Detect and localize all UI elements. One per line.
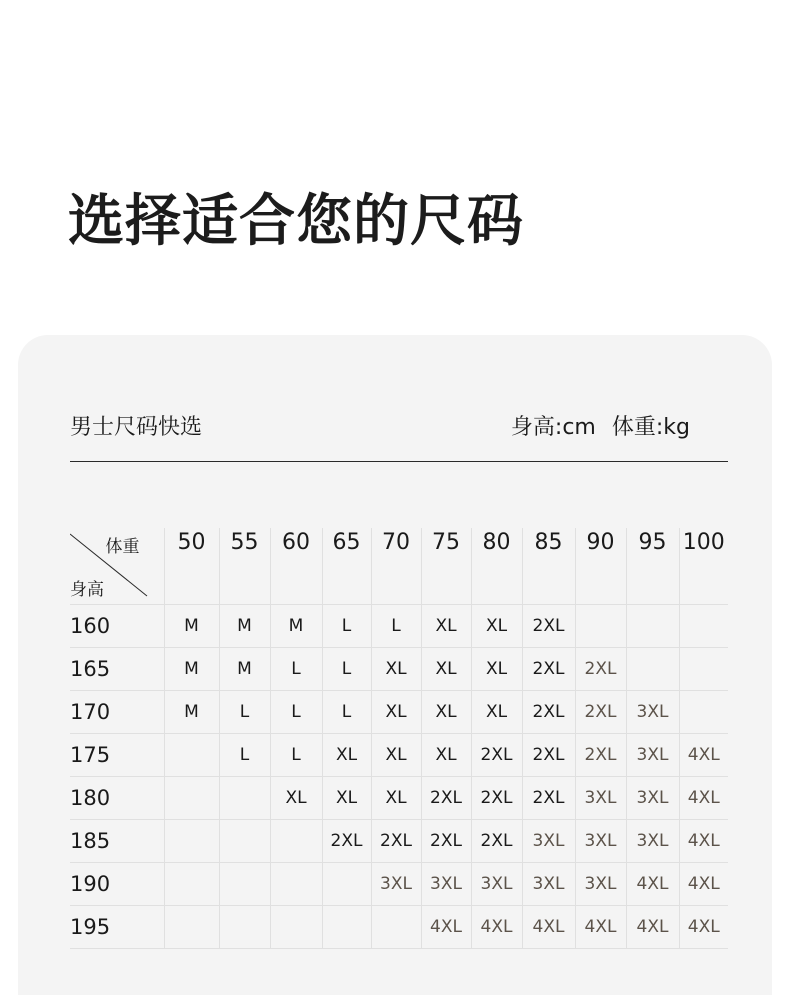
- size-cell: [679, 691, 728, 734]
- table-row: [70, 734, 728, 777]
- size-cell: XL: [421, 691, 471, 734]
- size-cell: [164, 906, 219, 949]
- size-cell: 2XL: [522, 648, 575, 691]
- table-row: [70, 605, 728, 648]
- size-cell: L: [322, 648, 371, 691]
- weight-header: 95: [626, 528, 679, 605]
- card-title: 男士尺码快选: [70, 415, 203, 440]
- units-legend: [511, 407, 690, 449]
- table-row: [70, 648, 728, 691]
- size-cell: [626, 648, 679, 691]
- size-cell: 3XL: [575, 863, 626, 906]
- size-cell: 4XL: [522, 906, 575, 949]
- table-row: [70, 906, 728, 949]
- size-cell: [626, 605, 679, 648]
- size-cell: XL: [371, 777, 421, 820]
- weight-unit-label: 体重:kg: [611, 415, 690, 440]
- height-cell: 180: [70, 777, 164, 820]
- size-cell: 2XL: [471, 820, 522, 863]
- size-cell: 3XL: [626, 734, 679, 777]
- size-cell: [679, 648, 728, 691]
- size-cell: [270, 906, 322, 949]
- size-cell: L: [270, 648, 322, 691]
- weight-header: 85: [522, 528, 575, 605]
- size-cell: 4XL: [679, 734, 728, 777]
- size-cell: 3XL: [626, 691, 679, 734]
- size-cell: [164, 863, 219, 906]
- size-cell: M: [270, 605, 322, 648]
- weight-header: 55: [219, 528, 270, 605]
- weight-header: 80: [471, 528, 522, 605]
- size-cell: [270, 863, 322, 906]
- weight-header: 70: [371, 528, 421, 605]
- weight-header: 60: [270, 528, 322, 605]
- size-cell: [270, 820, 322, 863]
- table-row: [70, 691, 728, 734]
- size-cell: 4XL: [679, 863, 728, 906]
- size-cell: 3XL: [421, 863, 471, 906]
- size-cell: [219, 777, 270, 820]
- size-cell: 2XL: [575, 691, 626, 734]
- size-cell: 2XL: [522, 777, 575, 820]
- size-cell: [322, 906, 371, 949]
- size-cell: XL: [322, 777, 371, 820]
- weight-header: 50: [164, 528, 219, 605]
- size-cell: 2XL: [322, 820, 371, 863]
- size-cell: XL: [371, 734, 421, 777]
- size-cell: L: [219, 734, 270, 777]
- size-cell: XL: [421, 734, 471, 777]
- size-cell: 3XL: [522, 863, 575, 906]
- weight-header: 75: [421, 528, 471, 605]
- size-cell: 2XL: [421, 777, 471, 820]
- height-cell: 165: [70, 648, 164, 691]
- size-cell: M: [219, 605, 270, 648]
- size-table: [70, 528, 728, 949]
- size-cell: XL: [471, 648, 522, 691]
- size-cell: L: [219, 691, 270, 734]
- height-cell: 185: [70, 820, 164, 863]
- size-cell: [219, 820, 270, 863]
- size-cell: 4XL: [679, 820, 728, 863]
- size-cell: XL: [322, 734, 371, 777]
- size-cell: [164, 820, 219, 863]
- size-cell: 4XL: [626, 863, 679, 906]
- size-cell: 2XL: [575, 648, 626, 691]
- size-table-body: [70, 605, 728, 949]
- size-cell: 3XL: [626, 820, 679, 863]
- size-cell: 2XL: [522, 691, 575, 734]
- size-cell: [219, 906, 270, 949]
- height-cell: 190: [70, 863, 164, 906]
- height-cell: 195: [70, 906, 164, 949]
- size-cell: XL: [371, 648, 421, 691]
- size-cell: 3XL: [575, 777, 626, 820]
- size-cell: [679, 605, 728, 648]
- size-cell: 4XL: [471, 906, 522, 949]
- size-cell: 3XL: [471, 863, 522, 906]
- table-row: [70, 820, 728, 863]
- size-cell: [575, 605, 626, 648]
- table-row: [70, 863, 728, 906]
- size-cell: L: [270, 734, 322, 777]
- size-cell: [219, 863, 270, 906]
- size-cell: 3XL: [522, 820, 575, 863]
- size-cell: L: [322, 691, 371, 734]
- height-unit-label: 身高:cm: [510, 415, 596, 440]
- weight-header-row: [70, 528, 728, 605]
- size-cell: 4XL: [679, 906, 728, 949]
- size-cell: 2XL: [522, 734, 575, 777]
- size-cell: M: [164, 691, 219, 734]
- size-cell: XL: [371, 691, 421, 734]
- size-cell: L: [322, 605, 371, 648]
- size-cell: XL: [421, 605, 471, 648]
- size-cell: 2XL: [371, 820, 421, 863]
- size-cell: M: [164, 648, 219, 691]
- size-cell: 3XL: [371, 863, 421, 906]
- size-cell: M: [219, 648, 270, 691]
- size-cell: 4XL: [575, 906, 626, 949]
- weight-header: 100: [679, 528, 728, 605]
- size-cell: [322, 863, 371, 906]
- size-cell: XL: [471, 605, 522, 648]
- size-cell: 2XL: [522, 605, 575, 648]
- size-cell: XL: [421, 648, 471, 691]
- size-cell: 2XL: [471, 777, 522, 820]
- size-cell: 2XL: [471, 734, 522, 777]
- height-cell: 160: [70, 605, 164, 648]
- card-header: [70, 407, 728, 449]
- size-cell: XL: [471, 691, 522, 734]
- header-divider: [70, 461, 728, 462]
- size-cell: 4XL: [679, 777, 728, 820]
- size-cell: 2XL: [421, 820, 471, 863]
- corner-weight-label: 体重: [105, 537, 140, 557]
- size-cell: L: [270, 691, 322, 734]
- size-cell: [164, 777, 219, 820]
- size-cell: 4XL: [421, 906, 471, 949]
- weight-header: 90: [575, 528, 626, 605]
- size-cell: L: [371, 605, 421, 648]
- size-cell: XL: [270, 777, 322, 820]
- size-cell: M: [164, 605, 219, 648]
- size-cell: 2XL: [575, 734, 626, 777]
- size-cell: [164, 734, 219, 777]
- height-cell: 175: [70, 734, 164, 777]
- size-cell: 4XL: [626, 906, 679, 949]
- weight-header: 65: [322, 528, 371, 605]
- height-cell: 170: [70, 691, 164, 734]
- size-cell: [371, 906, 421, 949]
- corner-height-label: 身高: [70, 580, 104, 600]
- size-cell: 3XL: [575, 820, 626, 863]
- size-cell: 3XL: [626, 777, 679, 820]
- table-row: [70, 777, 728, 820]
- table-corner: [70, 528, 164, 605]
- page-title: 选择适合您的尺码: [68, 189, 524, 254]
